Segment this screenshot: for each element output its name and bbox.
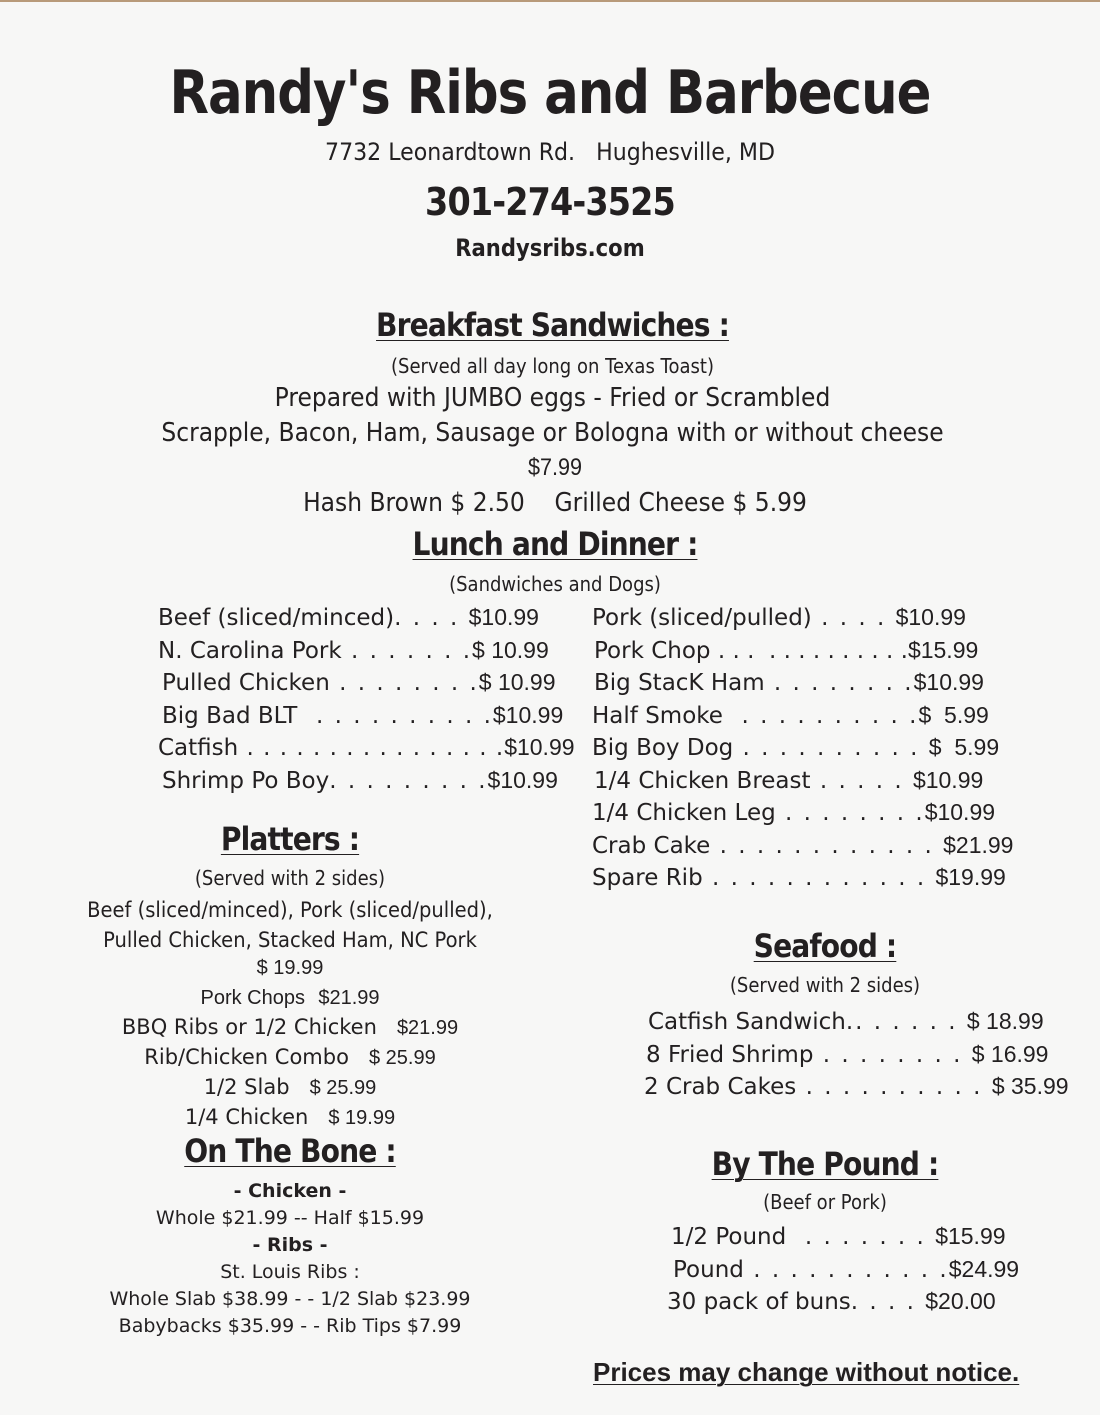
ribs-label: - Ribs - [252,1234,328,1256]
item-leader-dots: . . . . . . . . . . . . [710,832,944,859]
item-price: $10.99 [504,734,575,760]
page-top-edge [0,0,1100,2]
item-price: $ 16.99 [971,1040,1049,1067]
menu-item [667,1285,1019,1318]
platters-meats-price: $ 19.99 [256,957,324,979]
breakfast-price: $7.99 [527,454,583,481]
item-leader-dots: . . . . . . . . . . . . [702,865,936,891]
menu-item [592,861,1013,894]
item-price: $10.99 [468,604,539,630]
platters-subheading: (Served with 2 sides) [194,866,386,890]
platters-heading: Platters : [220,820,360,858]
item-name: Catfish [158,735,239,761]
menu-item [158,731,575,764]
st-louis-label: St. Louis Ribs : [220,1261,360,1283]
platters-list [40,895,540,1133]
item-price: $ 25.99 [368,1047,436,1069]
item-leader-dots: . . . . . . . . [813,1041,972,1068]
item-price: $ 35.99 [991,1073,1069,1099]
breakfast-meats-line: Scrapple, Bacon, Ham, Sausage or Bologna with or without cheese [161,418,944,448]
item-name: 8 Fried Shrimp [646,1041,814,1068]
item-leader-dots: . . . . . . . . . . . . . . . . [238,735,505,761]
menu-item [158,699,575,732]
menu-item [592,666,1013,699]
menu-item [158,764,575,797]
item-name: Pulled Chicken [162,670,330,696]
item-name: Shrimp Po Boy [162,767,330,794]
item-leader-dots: . . . . . . . . . . [722,702,919,729]
item-leader-dots: . . . . . . . [341,637,473,664]
seafood-subheading: (Served with 2 sides) [729,973,921,997]
platter-item [40,1013,540,1043]
breakfast-eggs-line: Prepared with JUMBO eggs - Fried or Scrambled [274,383,831,413]
seafood-list [644,1005,1069,1103]
breakfast-extras: Hash Brown $ 2.50 Grilled Cheese $ 5.99 [303,488,807,518]
breakfast-heading: Breakfast Sandwiches : [376,306,729,344]
item-leader-dots: . . . . . . . . [775,800,925,826]
item-leader-dots: .. . . . . . [845,1009,967,1035]
item-name: Pork Chop [594,637,711,664]
item-price: $10.99 [924,799,996,825]
item-price: $21.99 [943,831,1014,858]
st-louis-prices: Whole Slab $38.99 - - 1/2 Slab $23.99 [109,1288,471,1310]
item-name: Catfish Sandwich [648,1009,846,1035]
phone-number: 301-274-3525 [425,180,675,224]
item-name: N. Carolina Pork [158,637,342,664]
other-ribs-prices: Babybacks $35.99 - - Rib Tips $7.99 [118,1315,462,1337]
item-leader-dots: . . . . . . . . . . . [743,1256,949,1283]
item-name: Beef (sliced/minced) [158,605,395,631]
item-price: $24.99 [948,1255,1020,1282]
item-name: BBQ Ribs or 1/2 Chicken [121,1015,377,1039]
by-the-pound-subheading: (Beef or Pork) [763,1190,887,1214]
item-leader-dots: . . . . [811,605,896,631]
item-leader-dots: . . . . [850,1289,926,1315]
lunch-dinner-heading: Lunch and Dinner : [412,525,698,563]
item-leader-dots: . . . . . . . . . . [733,735,929,761]
item-name: Big Boy Dog [592,735,734,761]
platters-meats-line-2: Pulled Chicken, Stacked Ham, NC Pork [103,928,477,952]
item-price: $ 10.99 [472,636,549,663]
on-the-bone-list [40,1178,540,1340]
item-leader-dots: . . . . . . . . . [329,767,488,794]
item-name: 1/4 Chicken [184,1105,309,1129]
lunch-dinner-subheading: (Sandwiches and Dogs) [449,572,661,596]
item-price: $10.99 [492,701,564,728]
item-price: $ 10.99 [478,669,556,695]
item-leader-dots: . . . . [394,605,469,631]
item-leader-dots: . . . . . . . . . . [796,1074,992,1100]
platter-item [40,1043,540,1073]
item-name: 1/4 Chicken Leg [592,800,776,826]
by-the-pound-list [667,1220,1019,1318]
chicken-prices: Whole $21.99 -- Half $15.99 [155,1207,425,1229]
platter-item [40,983,540,1013]
menu-item [644,1038,1069,1071]
item-name: Rib/Chicken Combo [144,1045,349,1069]
item-name: Pork (sliced/pulled) [592,605,812,631]
item-name: Spare Rib [592,865,703,891]
platter-item [40,1073,540,1103]
item-price: $10.99 [487,766,558,793]
item-name: 1/2 Slab [203,1075,290,1099]
seafood-heading: Seafood : [753,927,897,965]
platters-meats-line-1: Beef (sliced/minced), Pork (sliced/pulled), [87,898,493,922]
menu-item [592,829,1013,862]
breakfast-subheading: (Served all day long on Texas Toast) [390,354,715,378]
item-leader-dots: . . . . . . . . [329,670,479,696]
item-name: Half Smoke [592,702,723,729]
item-price: $21.99 [396,1017,459,1039]
item-name: Big Bad BLT [162,702,298,729]
item-price: $15.99 [907,636,979,663]
restaurant-name: Randy's Ribs and Barbecue [169,58,931,128]
item-price: $ 5.99 [918,701,989,728]
menu-item [592,731,1013,764]
menu-item [158,666,575,699]
item-leader-dots: . . . . . . . . [764,670,914,696]
menu-item [592,699,1013,732]
item-name: 1/4 Chicken Breast [594,767,811,794]
item-price: $20.00 [925,1288,996,1314]
platter-item [40,1103,540,1133]
lunch-dinner-left-list [158,601,575,796]
by-the-pound-heading: By The Pound : [711,1145,939,1183]
menu-item [644,1005,1069,1038]
item-name: Pound [673,1256,744,1283]
menu-item [667,1220,1019,1253]
menu-item [592,601,1013,634]
item-leader-dots: . . . . . [810,767,913,794]
menu-item [592,764,1013,797]
item-leader-dots: . . . . . . . [786,1224,936,1250]
item-price: $10.99 [913,669,984,695]
item-price: $ 25.99 [309,1077,377,1099]
address: 7732 Leonardtown Rd. Hughesville, MD [325,138,775,166]
item-price: $ 19.99 [328,1107,396,1129]
chicken-label: - Chicken - [233,1180,347,1202]
item-name: 1/2 Pound [671,1224,787,1250]
menu-item [667,1253,1019,1286]
item-name: Big StacK Ham [594,670,765,696]
item-price: $21.99 [318,987,380,1009]
menu-item [644,1070,1069,1103]
menu-item [592,796,1013,829]
item-leader-dots: . . . . . . . . . . . . . [710,637,908,664]
item-price: $15.99 [935,1223,1006,1249]
item-price: $ 18.99 [966,1008,1044,1034]
menu-item [158,634,575,667]
item-name: 2 Crab Cakes [644,1074,797,1100]
item-name: 30 pack of buns [667,1289,851,1315]
item-name: Crab Cake [592,832,711,859]
item-price: $ 5.99 [928,734,1000,760]
item-price: $10.99 [895,604,966,630]
item-price: $10.99 [912,766,984,793]
item-name: Pork Chops [200,987,305,1009]
lunch-dinner-right-list [592,601,1013,894]
menu-item [592,634,1013,667]
on-the-bone-heading: On The Bone : [184,1132,396,1170]
item-leader-dots: . . . . . . . . . . [297,702,493,729]
website: Randysribs.com [455,234,645,262]
menu-item [158,601,575,634]
item-price: $19.99 [935,864,1006,890]
price-notice: Prices may change without notice. [593,1357,1020,1387]
